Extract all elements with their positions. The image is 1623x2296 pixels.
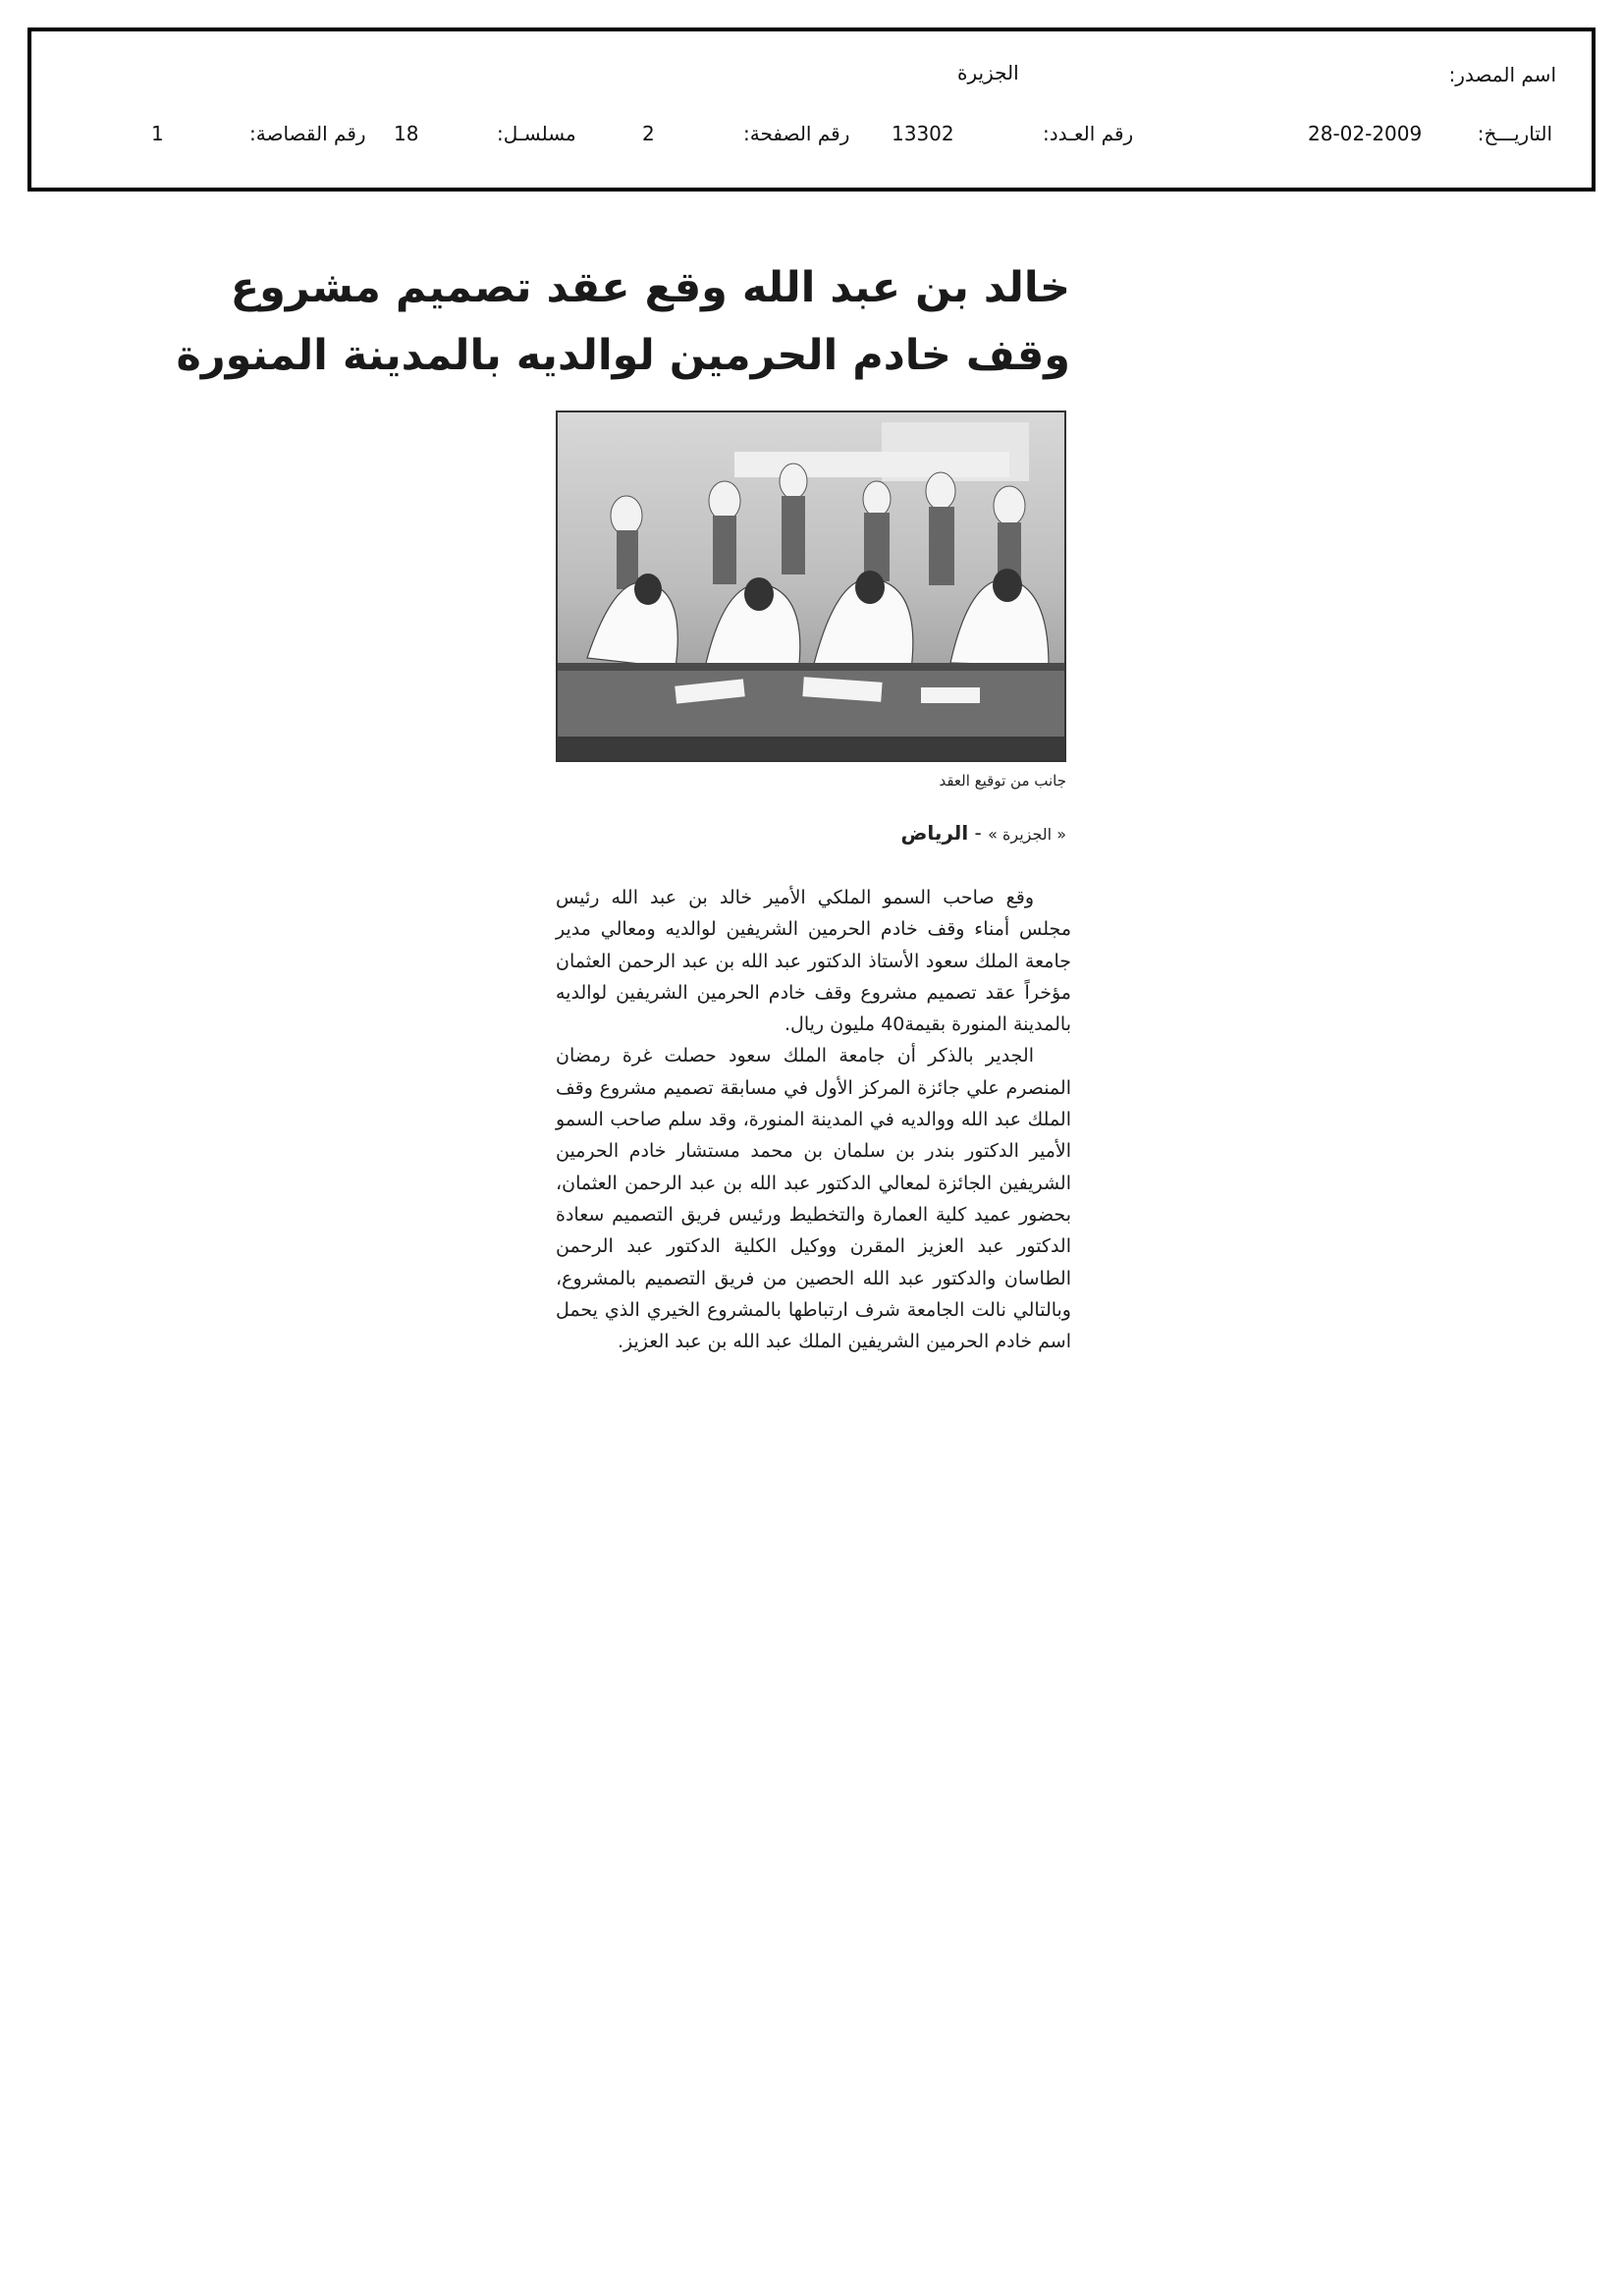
- serial-label: مسلسـل:: [497, 122, 576, 145]
- article-body: [556, 882, 1071, 1357]
- byline-place: الرياض: [900, 821, 969, 845]
- source-label: اسم المصدر:: [1448, 63, 1556, 86]
- date-value: 28-02-2009: [1308, 122, 1423, 145]
- byline-source: « الجزيرة »: [988, 825, 1066, 844]
- byline-separator: -: [968, 821, 989, 845]
- source-value: الجزيرة: [957, 61, 1019, 84]
- article-headline-line-1: خالد بن عبد الله وقع عقد تصميم مشروع: [230, 263, 1070, 312]
- article-byline: [556, 821, 1066, 845]
- page-value: 2: [642, 122, 655, 145]
- article-paragraph-2: الجدير بالذكر أن جامعة الملك سعود حصلت غرة رمضان المنصرم علي جائزة المركز الأول في مسابقة تصميم مشروع وقف الملك عبد الله ووالديه في المدينة المنورة، وقد سلم صاحب السمو الأمير الدكتور بندر بن سلمان بن محمد مستشار خادم الحرمين الشريفين الجائزة لمعالي الدكتور عبد الله بن عبد الرحمن العثمان، بحضور عميد كلية العمارة والتخطيط ورئيس فريق التصميم سعادة الدكتور عبد العزيز المقرن ووكيل الكلية الدكتور عبد الرحمن الطاسان والدكتور عبد الله الحصين من فريق التصميم بالمشروع، وبالتالي نالت الجامعة شرف ارتباطها بالمشروع الخيري الذي يحمل اسم خادم الحرمين الشريفين الملك عبد الله بن عبد العزيز.: [556, 1045, 1071, 1353]
- clip-number-value: 1: [151, 122, 164, 145]
- date-label: التاريـــخ:: [1477, 122, 1552, 145]
- article-paragraph-1: وقع صاحب السمو الملكي الأمير خالد بن عبد الله رئيس مجلس أمناء وقف خادم الحرمين الشريفين لوالديه ومعالي مدير جامعة الملك سعود الأستاذ الدكتور عبد الله بن عبد الرحمن العثمان مؤخراً عقد تصميم مشروع وقف خادم الحرمين الشريفين لوالديه بالمدينة المنورة بقيمة40 مليون ريال.: [556, 887, 1071, 1036]
- clip-number-label: رقم القصاصة:: [249, 122, 366, 145]
- page-label: رقم الصفحة:: [743, 122, 850, 145]
- issue-label: رقم العـدد:: [1043, 122, 1134, 145]
- serial-value: 18: [394, 122, 419, 145]
- article-headline-line-2: وقف خادم الحرمين لوالديه بالمدينة المنورة: [176, 331, 1070, 380]
- article-photo: [556, 410, 1066, 762]
- signing-ceremony-photo-illustration: [558, 412, 1064, 760]
- photo-caption: جانب من توقيع العقد: [939, 772, 1066, 790]
- issue-value: 13302: [892, 122, 954, 145]
- clipping-metadata-box: [27, 27, 1596, 191]
